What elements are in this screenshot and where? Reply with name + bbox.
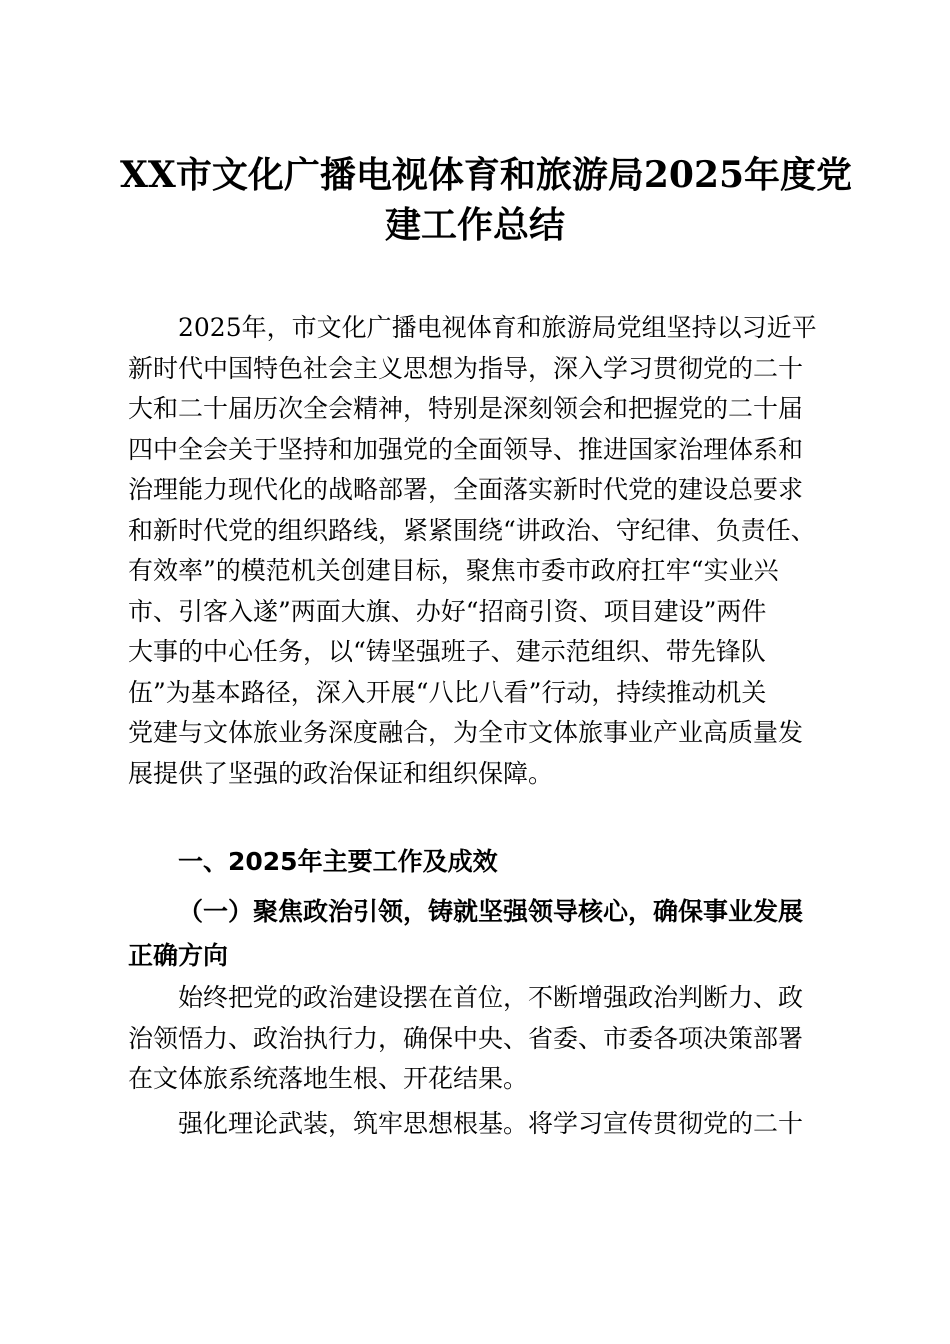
paragraph-line: 治理能力现代化的战略部署，全面落实新时代党的建设总要求 — [128, 475, 804, 504]
subsection-heading — [128, 890, 832, 978]
paragraph-line: 新时代中国特色社会主义思想为指导，深入学习贯彻党的二十 — [128, 353, 804, 383]
subsection-heading-line: 正确方向 — [128, 941, 229, 970]
paragraph-line: 和新时代党的组织路线，紧紧围绕“讲政治、守纪律、负责任、 — [128, 515, 816, 545]
paragraph-line: 市、引客入遂”两面大旗、办好“招商引资、项目建设”两件 — [128, 596, 767, 626]
paragraph-line: 始终把党的政治建设摆在首位，不断增强政治判断力、政 — [178, 983, 804, 1012]
paragraph-line: 2025年，市文化广播电视体育和旅游局党组坚持以习近平 — [178, 313, 817, 342]
paragraph-line: 大事的中心任务，以“铸坚强班子、建示范组织、带先锋队 — [128, 637, 766, 666]
subsection-heading-line: （一）聚焦政治引领，铸就坚强领导核心，确保事业发展 — [178, 897, 804, 926]
title-line: 建工作总结 — [384, 204, 565, 246]
paragraph-line: 在文体旅系统落地生根、开花结果。 — [128, 1064, 529, 1093]
paragraph-line: 强化理论武装，筑牢思想根基。将学习宣传贯彻党的二十 — [178, 1109, 804, 1138]
paragraph-line: 展提供了坚强的政治保证和组织保障。 — [128, 758, 554, 788]
paragraph-line: 大和二十届历次全会精神，特别是深刻领会和把握党的二十届 — [128, 394, 804, 423]
title-line: XX市文化广播电视体育和旅游局2025年度党 — [120, 154, 853, 196]
paragraph-line: 伍”为基本路径，深入开展“八比八看”行动，持续推动机关 — [128, 677, 767, 707]
document-title — [120, 150, 853, 250]
intro-paragraph — [128, 308, 832, 794]
paragraph-line: 治领悟力、政治执行力，确保中央、省委、市委各项决策部署 — [128, 1023, 804, 1053]
paragraph-theory — [128, 1104, 832, 1145]
section-heading: 一、2025年主要工作及成效 — [178, 847, 498, 876]
paragraph-line: 四中全会关于坚持和加强党的全面领导、推进国家治理体系和 — [128, 434, 804, 464]
paragraph-political-building — [128, 978, 832, 1100]
paragraph-line: 有效率”的模范机关创建目标，聚焦市委市政府扛牢“实业兴 — [128, 556, 779, 585]
paragraph-line: 党建与文体旅业务深度融合，为全市文体旅事业产业高质量发 — [128, 718, 804, 747]
